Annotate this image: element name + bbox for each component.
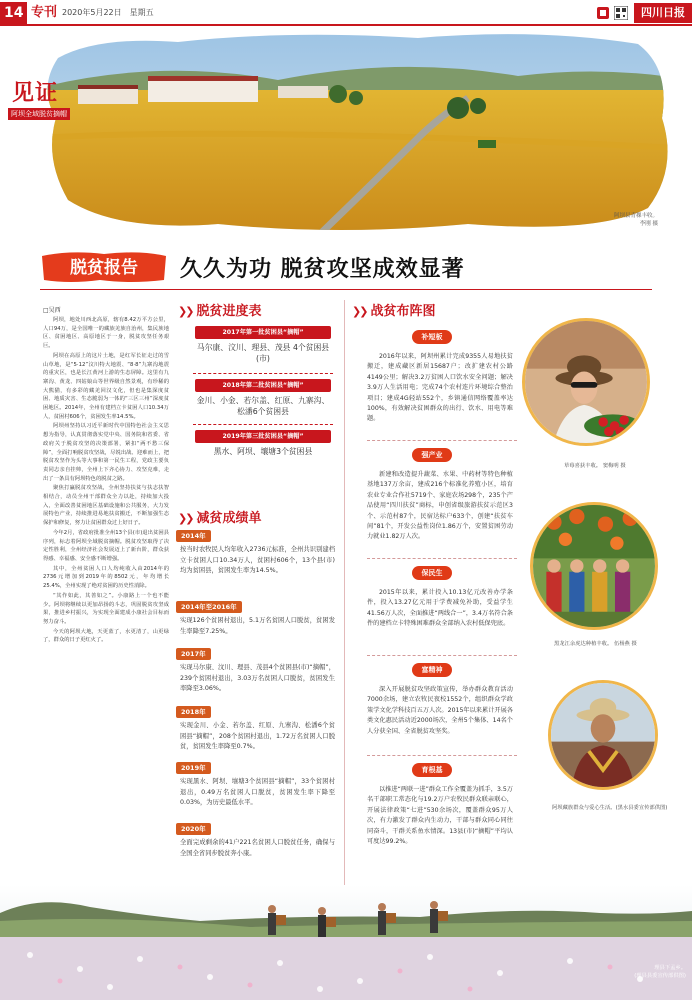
chevron-right-icon: ❯❯ <box>178 305 193 318</box>
issue-weekday: 星期五 <box>129 8 154 17</box>
batch-tag: 2017年第一批贫困县“摘帽” <box>195 326 331 339</box>
batch-text: 金川、小金、若尔盖、红原、九寨沟、松潘6个贫困县 <box>196 396 330 416</box>
hero-caption <box>614 212 658 228</box>
section-divider <box>367 558 517 559</box>
intro-paragraph: 阿坝州坚持以习近平新时代中国特色社会主义思想为指导，认真贯彻落实党中央、国务院和省委、省政府关于脱贫攻坚的决策部署，紧扣“两不愁三保障”，全面打响脱贫攻坚战，尽锐出战、迎难而上，把脱贫攻坚作为头等大事和第一民生工程，党政主要负责同志亲自挂帅，全州上下齐心协力、攻坚克难，走出了一条具有阿坝特色的脱贫之路。 <box>43 423 169 482</box>
qr-code-icon <box>614 6 628 20</box>
strawberry-illustration <box>525 321 647 443</box>
battle-heading <box>352 300 435 319</box>
report-tag-badge <box>40 250 168 284</box>
issue-date: 2020年5月22日 <box>62 8 122 17</box>
battle-paragraph: 2016年以来，阿坝州累计完成9355人易地扶贫搬迁，建成藏区新居15687户；改扩建农村公路4149公里；解决3.2万贫困人口饮水安全问题；解决3.9万人生活用电；完成74个农村连片环境综合整治项目；建成4G轻站552个，乡镇通信网络覆盖率达100%，有效解决贫困群众的出行、饮水、用电等难题。 <box>367 353 513 423</box>
chevron-right-icon: ❯❯ <box>352 305 367 318</box>
author-byline: □吴西 <box>43 307 61 314</box>
batch-tag: 2018年第二批贫困县“摘帽” <box>195 379 331 392</box>
date-line <box>62 5 162 21</box>
chevron-right-icon: ❯❯ <box>178 512 193 525</box>
year-tag-2020: 2020年 <box>176 823 211 835</box>
photo-caption-3: 阿坝藏族群众与爱心生活。(黑水县委宣传部供图) <box>552 805 668 811</box>
label-badge-bu-duan-ban: 补短板 <box>412 330 452 344</box>
year-text-2019: 实现黑水、阿坝、壤塘3个贫困县“摘帽”，33个贫困村退出，0.49万名贫困人口脱贫，贫困发生率下降至0.03%，为历史最低水平。 <box>180 778 335 807</box>
reduction-heading <box>178 507 261 526</box>
harvest-group-illustration <box>533 505 655 627</box>
year-tag-2019: 2019年 <box>176 762 211 774</box>
battle-paragraph: 2015年以来，累计投入10.13亿元改善办学条件，投入13.27亿元用于学费减免补助，受益学生41.56万人次，全面推进“两线合一”，3.4万名符合条件的建档立卡特殊困难群众全部纳入农村低保兜底。 <box>367 589 513 628</box>
newspaper-logo: 四川日报 <box>634 3 692 23</box>
hero-caption-text: 阿坝县青稞丰收。 <box>613 213 658 219</box>
elder-photo <box>548 680 658 790</box>
intro-paragraph: 今天的阿坝大地，天更蓝了，水更清了，山更绿了，群众的日子更红火了。 <box>43 628 169 644</box>
column-divider <box>344 300 345 900</box>
year-tag-2014: 2014年 <box>176 530 211 542</box>
battle-paragraph: 深入开展脱贫攻坚政策宣传，举办群众教育活动7000余场，建立农牧民夜校1552个，组织群众学政策学文化学科技百五万人次。2015年以来累计开展各类文化惠民活动近2000场次，全州5个集体、14名个人分获全国、全省脱贫攻坚奖。 <box>367 686 513 735</box>
year-tag-2018: 2018年 <box>176 706 211 718</box>
batch-2017 <box>193 326 333 364</box>
progress-heading <box>178 300 261 319</box>
hero-photo <box>38 28 678 236</box>
elder-illustration <box>551 683 655 787</box>
progress-heading-text: 脱贫进度表 <box>196 304 262 319</box>
label-badge-yu-gen-ji: 育根基 <box>412 763 452 777</box>
page-header <box>0 0 692 26</box>
batch-2018 <box>193 379 333 417</box>
section-divider <box>367 440 517 441</box>
hero-caption-credit: 李刚 摄 <box>639 221 658 227</box>
section-divider <box>367 755 517 756</box>
landscape-caption <box>634 964 686 980</box>
section-divider <box>367 655 517 656</box>
batch-divider <box>193 424 333 425</box>
batch-2019 <box>193 430 333 457</box>
intro-paragraph: 聚焦打赢脱贫攻坚战，全州坚持扶贫与扶志扶智相结合，动员全州干部群众全力以赴，持续加大投入，全面改善贫困地区基础设施和公共服务，大力发展特色产业，持续推进易地扶贫搬迁，不断加强生态保护和修复，努力让贫困群众过上好日子。 <box>43 485 169 527</box>
main-title: 久久为功 脱贫攻坚成效显著 <box>180 257 465 282</box>
page-number: 14 <box>0 2 27 24</box>
brand-subtitle: 阿坝全域脱贫摘帽 <box>8 108 70 120</box>
batch-tag: 2019年第三批贫困县“摘帽” <box>195 430 331 443</box>
battle-text <box>367 685 513 737</box>
year-text-2020: 全面完成剩余的41户221名贫困人口脱贫任务，确保与全国全省同步脱贫奔小康。 <box>180 839 335 857</box>
battle-text <box>367 352 513 425</box>
battle-paragraph: 新建和改造提升蔬菜、水果、中药材等特色种植基地137万余亩，建成216个标准化养殖小区，培育农业专业合作社5719个、家庭农场298个，235个产品使用“四川扶贫”商标，申创省级旅游扶贫示范区3个、示范村87个，民宿达标户633个，创建“扶贫车间”81个，开发公益性岗位1.86万个，安置贫困劳动力就业1.82万人次。 <box>367 471 513 541</box>
year-text-2018: 实现金川、小金、若尔盖、红原、九寨沟、松潘6个贫困县“摘帽”，208个贫困村退出，1.72万名贫困人口脱贫，贫困发生率降至0.7%。 <box>180 722 335 751</box>
landscape-caption-credit: (理县县委宣传部供图) <box>634 973 686 979</box>
batch-divider <box>193 373 333 374</box>
label-badge-fu-jing-shen: 富精神 <box>412 663 452 677</box>
label-badge-bao-min-sheng: 保民生 <box>412 566 452 580</box>
intro-paragraph: “其作如此，其善如之”。小康路上一个也不能少。阿坝将继续以更加昂扬的斗志，巩固脱贫攻坚成果，推进乡村振兴，为实现全面建成小康社会目标而努力奋斗。 <box>43 592 169 625</box>
reduction-heading-text: 减贫成绩单 <box>196 511 262 526</box>
harvest-group-photo <box>530 502 658 630</box>
intro-article <box>43 316 169 646</box>
year-tag-2014-2016: 2014年至2016年 <box>176 601 242 613</box>
title-divider <box>40 289 652 290</box>
strawberry-photo <box>522 318 650 446</box>
section-name: 专刊 <box>31 5 58 20</box>
hero-section <box>0 28 692 238</box>
year-text-2014-2016: 实现126个贫困村退出，5.1万名贫困人口脱贫，贫困发生率降至7.25%。 <box>180 617 335 635</box>
intro-paragraph: 阿坝在高原上的这片土地，是红军长征走过的雪山草地，是“5·12”汶川特大地震、“8·8”九寨沟地震的重灾区，也是长江黄河上游的生态屏障。这里有九寨沟、黄龙、四姑娘山等世界级自然景观，有珍稀的大熊猫，有多彩的藏羌回汉文化，但也是集深度贫困、地质灾害、生态脆弱为一体的“三区三州”深度贫困地区。2014年，全州有建档立卡贫困人口10.34万人，贫困村606个，贫困发生率14.5%。 <box>43 352 169 420</box>
battle-text <box>367 588 513 630</box>
app-icon <box>596 6 610 20</box>
photo-caption-2: 黑龙江余虎达种植丰收。 伍杨燕 摄 <box>554 641 637 647</box>
year-text-2017: 实现马尔康、汶川、理县、茂县4个贫困县(市)“摘帽”，239个贫困村退出，3.03万名贫困人口脱贫，贫困发生率降至3.06%。 <box>180 664 335 693</box>
intro-paragraph: 今年2月，省政府批准全州13个县(市)退出贫困县序列，标志着阿坝全域脱贫摘帽。脱贫攻坚取得了决定性胜利，全州经济社会发展迈上了新台阶，群众获得感、幸福感、安全感不断增强。 <box>43 529 169 562</box>
intro-paragraph: 阿坝，地处川西北高原，辖有8.42万平方公里，人口94万，是全国唯一的藏族羌族自治州，集民族地区、贫困地区、高原地区于一身，脱贫攻坚任务艰巨。 <box>43 317 169 350</box>
label-badge-qiang-chan-ye: 强产业 <box>412 448 452 462</box>
photo-caption-1: 草莓喜获丰收。 窦梅明 摄 <box>564 463 626 469</box>
battle-paragraph: 以推进“两联一进”群众工作全覆盖为抓手，3.5万名干部职工常态化与19.2万户农牧民群众联亲联心，开展法律政策“七进”530余场次，覆盖群众95万人次，有力激发了群众内生动力，干部与群众同心同往同奋斗，干群关系鱼水情深。13县(市)“摘帽”平均认可度达99.2%。 <box>367 786 513 846</box>
batch-text: 黑水、阿坝、壤塘3个贫困县 <box>213 447 313 456</box>
year-text-2014: 按当时农牧民人均年收入2736元标准，全州共识别建档立卡贫困人口10.34万人，贫困村606个，13个县(市)均为贫困县，贫困发生率为14.5%。 <box>180 546 335 575</box>
battle-text <box>367 470 513 543</box>
landscape-caption-text: 理县下孟乡。 <box>654 965 686 971</box>
battle-heading-text: 战贫布阵图 <box>370 304 436 319</box>
year-tag-2017: 2017年 <box>176 648 211 660</box>
report-tag-text: 脱贫报告 <box>70 258 138 278</box>
intro-paragraph: 其中，全州贫困人口人均纯收入由2014年的2736元增加到2019年的8502元，年均增长25.4%，全州实现了绝对贫困的历史性消除。 <box>43 565 169 590</box>
brand-title: 见证 <box>12 80 59 106</box>
batch-text: 马尔康、汶川、理县、茂县 4个贫困县(市) <box>196 343 330 363</box>
battle-text <box>367 785 513 847</box>
landscape-photo <box>0 885 692 1000</box>
